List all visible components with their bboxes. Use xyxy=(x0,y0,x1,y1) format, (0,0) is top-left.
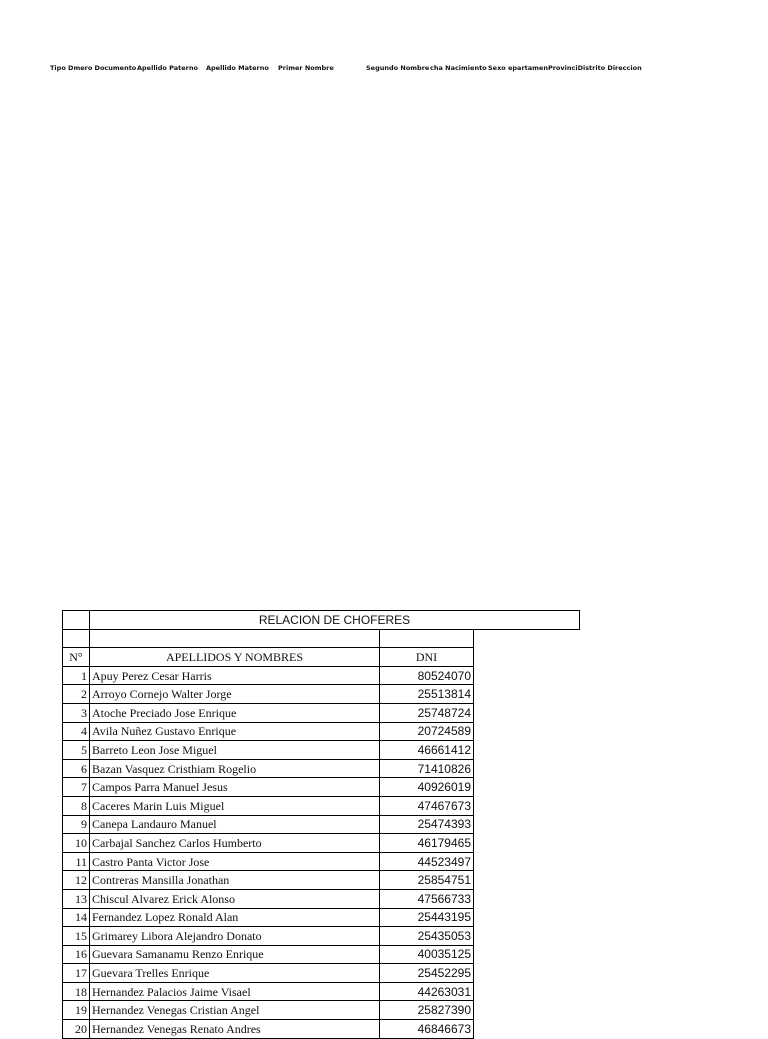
row-dni: 40926019 xyxy=(380,778,474,797)
table-row xyxy=(63,1001,580,1020)
table-title: RELACION DE CHOFERES xyxy=(90,611,580,630)
row-number: 14 xyxy=(63,908,90,927)
row-dni: 71410826 xyxy=(380,759,474,778)
row-dni: 44263031 xyxy=(380,982,474,1001)
table-row xyxy=(63,964,580,983)
row-name: Castro Panta Victor Jose xyxy=(90,852,380,871)
table-row xyxy=(63,722,580,741)
row-dni: 25443195 xyxy=(380,908,474,927)
row-dni: 46661412 xyxy=(380,741,474,760)
row-name: Hernandez Venegas Cristian Angel xyxy=(90,1001,380,1020)
header-row xyxy=(63,648,580,667)
col-header-ubicacion-direccion: epartamenProvinciDistrito Direccion xyxy=(508,64,642,72)
col-header-fecha-nacimiento: cha Nacimiento xyxy=(430,64,487,72)
row-name: Grimarey Libora Alejandro Donato xyxy=(90,927,380,946)
row-dni: 25854751 xyxy=(380,871,474,890)
row-dni: 80524070 xyxy=(380,666,474,685)
table-row xyxy=(63,1020,580,1039)
table-row xyxy=(63,871,580,890)
row-name: Arroyo Cornejo Walter Jorge xyxy=(90,685,380,704)
row-number: 7 xyxy=(63,778,90,797)
row-name: Fernandez Lopez Ronald Alan xyxy=(90,908,380,927)
row-number: 10 xyxy=(63,834,90,853)
row-number: 5 xyxy=(63,741,90,760)
table-row xyxy=(63,685,580,704)
row-number: 19 xyxy=(63,1001,90,1020)
row-name: Carbajal Sanchez Carlos Humberto xyxy=(90,834,380,853)
header-name: APELLIDOS Y NOMBRES xyxy=(90,648,380,667)
row-dni: 25452295 xyxy=(380,964,474,983)
row-name: Atoche Preciado Jose Enrique xyxy=(90,703,380,722)
row-number: 8 xyxy=(63,796,90,815)
row-dni: 25748724 xyxy=(380,703,474,722)
spacer-row xyxy=(63,629,580,648)
col-header-tipo-documento: Tipo Dmero Documento xyxy=(50,64,137,72)
table-row xyxy=(63,945,580,964)
row-name: Campos Parra Manuel Jesus xyxy=(90,778,380,797)
row-name: Canepa Landauro Manuel xyxy=(90,815,380,834)
row-name: Guevara Trelles Enrique xyxy=(90,964,380,983)
row-dni: 25474393 xyxy=(380,815,474,834)
row-number: 16 xyxy=(63,945,90,964)
row-name: Barreto Leon Jose Miguel xyxy=(90,741,380,760)
table-row xyxy=(63,927,580,946)
table-row xyxy=(63,889,580,908)
row-name: Bazan Vasquez Cristhiam Rogelio xyxy=(90,759,380,778)
row-number: 2 xyxy=(63,685,90,704)
row-number: 1 xyxy=(63,666,90,685)
col-header-apellido-paterno: Apellido Paterno xyxy=(137,64,198,72)
table-row xyxy=(63,666,580,685)
row-dni: 46846673 xyxy=(380,1020,474,1039)
header-num: N° xyxy=(63,648,90,667)
table-row xyxy=(63,815,580,834)
table-row xyxy=(63,741,580,760)
row-name: Hernandez Venegas Renato Andres xyxy=(90,1020,380,1039)
table-row xyxy=(63,703,580,722)
table-row xyxy=(63,852,580,871)
header-dni: DNI xyxy=(380,648,474,667)
table-row xyxy=(63,778,580,797)
row-dni: 25513814 xyxy=(380,685,474,704)
table-row xyxy=(63,834,580,853)
row-dni: 40035125 xyxy=(380,945,474,964)
row-dni: 46179465 xyxy=(380,834,474,853)
row-number: 17 xyxy=(63,964,90,983)
table-row xyxy=(63,796,580,815)
row-name: Hernandez Palacios Jaime Visael xyxy=(90,982,380,1001)
row-dni: 25827390 xyxy=(380,1001,474,1020)
row-number: 15 xyxy=(63,927,90,946)
col-header-apellido-materno: Apellido Materno xyxy=(206,64,269,72)
table-row xyxy=(63,759,580,778)
row-number: 4 xyxy=(63,722,90,741)
row-name: Caceres Marin Luis Miguel xyxy=(90,796,380,815)
row-dni: 44523497 xyxy=(380,852,474,871)
title-num-cell xyxy=(63,611,90,630)
row-number: 18 xyxy=(63,982,90,1001)
col-header-sexo: Sexo xyxy=(488,64,506,72)
row-dni: 47467673 xyxy=(380,796,474,815)
row-number: 13 xyxy=(63,889,90,908)
row-dni: 25435053 xyxy=(380,927,474,946)
row-name: Chiscul Alvarez Erick Alonso xyxy=(90,889,380,908)
row-name: Contreras Mansilla Jonathan xyxy=(90,871,380,890)
col-header-primer-nombre: Primer Nombre xyxy=(278,64,334,72)
row-number: 6 xyxy=(63,759,90,778)
row-number: 11 xyxy=(63,852,90,871)
row-number: 9 xyxy=(63,815,90,834)
row-name: Avila Nuñez Gustavo Enrique xyxy=(90,722,380,741)
row-number: 3 xyxy=(63,703,90,722)
row-number: 20 xyxy=(63,1020,90,1039)
choferes-table xyxy=(62,610,580,1039)
table-row xyxy=(63,982,580,1001)
row-name: Guevara Samanamu Renzo Enrique xyxy=(90,945,380,964)
col-header-segundo-nombre: Segundo Nombre xyxy=(366,64,430,72)
row-dni: 47566733 xyxy=(380,889,474,908)
row-name: Apuy Perez Cesar Harris xyxy=(90,666,380,685)
row-dni: 20724589 xyxy=(380,722,474,741)
title-row xyxy=(63,611,580,630)
table-row xyxy=(63,908,580,927)
row-number: 12 xyxy=(63,871,90,890)
